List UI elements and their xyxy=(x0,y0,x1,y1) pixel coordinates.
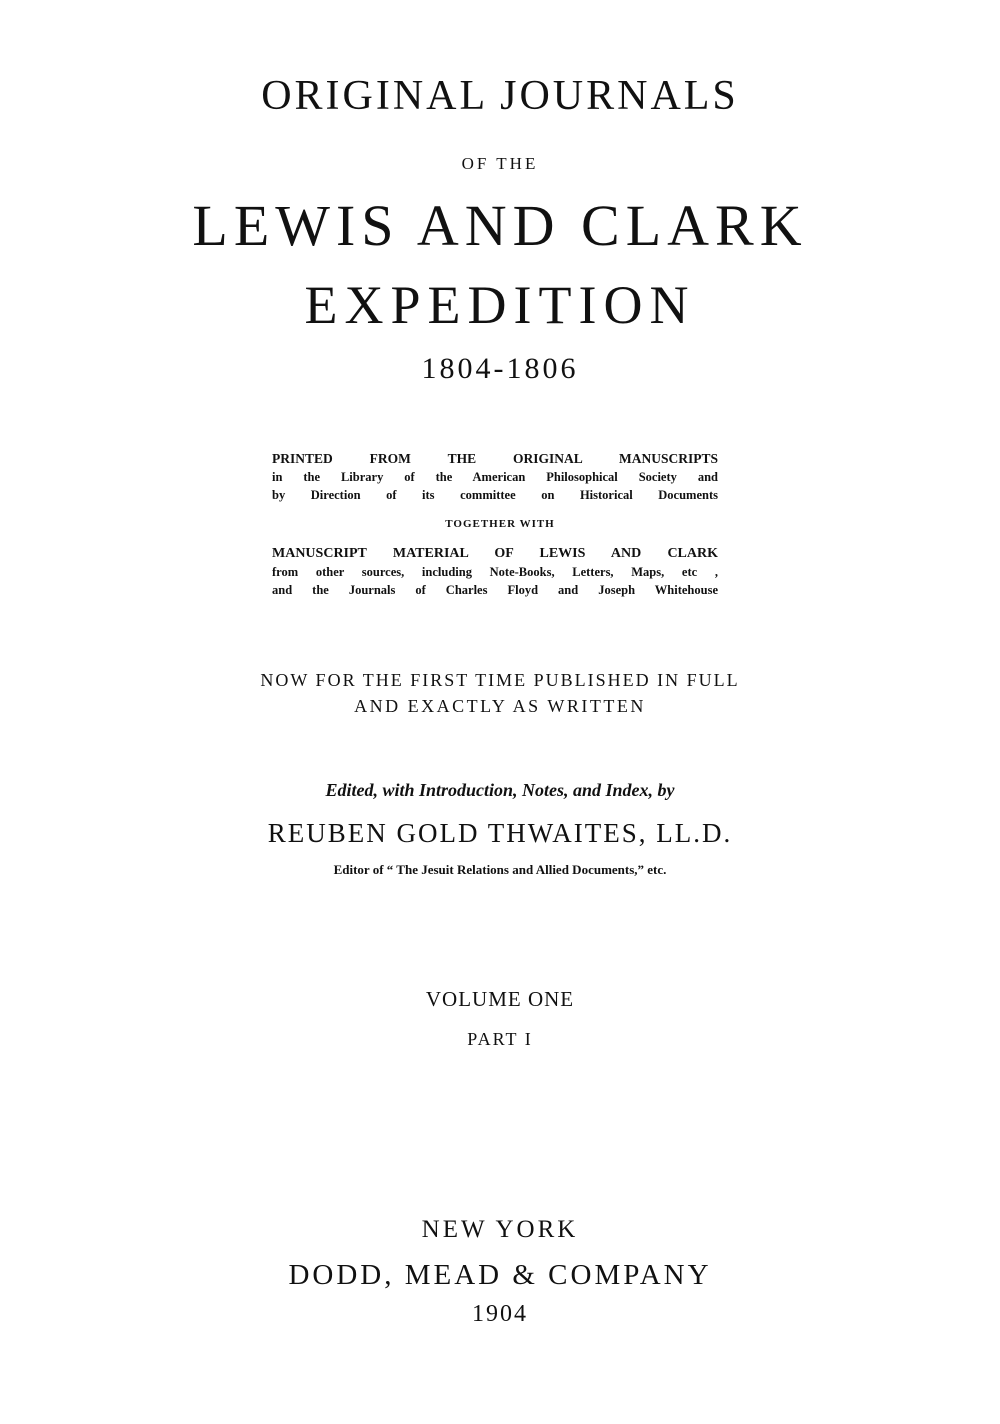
source-note-line: PRINTED FROM THE ORIGINAL MANUSCRIPTS xyxy=(272,451,718,466)
source-note-printed xyxy=(272,450,718,504)
source-note-line: by Direction of its committee on Historical Documents xyxy=(272,488,718,502)
editor-description: Editor of “ The Jesuit Relations and Allied Documents,” etc. xyxy=(333,862,667,877)
title-line-of-the: OF THE xyxy=(461,154,539,173)
title-line-original-journals: ORIGINAL JOURNALS xyxy=(261,73,739,119)
together-with-label: TOGETHER WITH xyxy=(445,518,555,530)
imprint-year: 1904 xyxy=(472,1301,528,1327)
title-line-expedition: EXPEDITION xyxy=(304,275,696,335)
material-line: from other sources, including Note-Books, Letters, Maps, etc , xyxy=(272,565,718,579)
publication-note-line-1: NOW FOR THE FIRST TIME PUBLISHED IN FULL xyxy=(260,670,740,690)
part-label: PART I xyxy=(467,1029,533,1049)
source-note-line: in the Library of the American Philosophical Society and xyxy=(272,470,718,484)
title-line-lewis-and-clark: LEWIS AND CLARK xyxy=(192,193,808,258)
source-note-material xyxy=(272,545,718,599)
title-dates: 1804-1806 xyxy=(421,352,579,385)
editor-credit: Edited, with Introduction, Notes, and Index, by xyxy=(325,780,675,800)
imprint-city: NEW YORK xyxy=(421,1216,579,1243)
publication-note-line-2: AND EXACTLY AS WRITTEN xyxy=(354,696,646,716)
material-line: MANUSCRIPT MATERIAL OF LEWIS AND CLARK xyxy=(272,546,718,561)
editor-name: REUBEN GOLD THWAITES, LL.D. xyxy=(267,818,733,848)
material-line: and the Journals of Charles Floyd and Joseph Whitehouse xyxy=(272,583,718,597)
volume-label: VOLUME ONE xyxy=(425,987,575,1011)
imprint-publisher: DODD, MEAD & COMPANY xyxy=(288,1259,712,1291)
